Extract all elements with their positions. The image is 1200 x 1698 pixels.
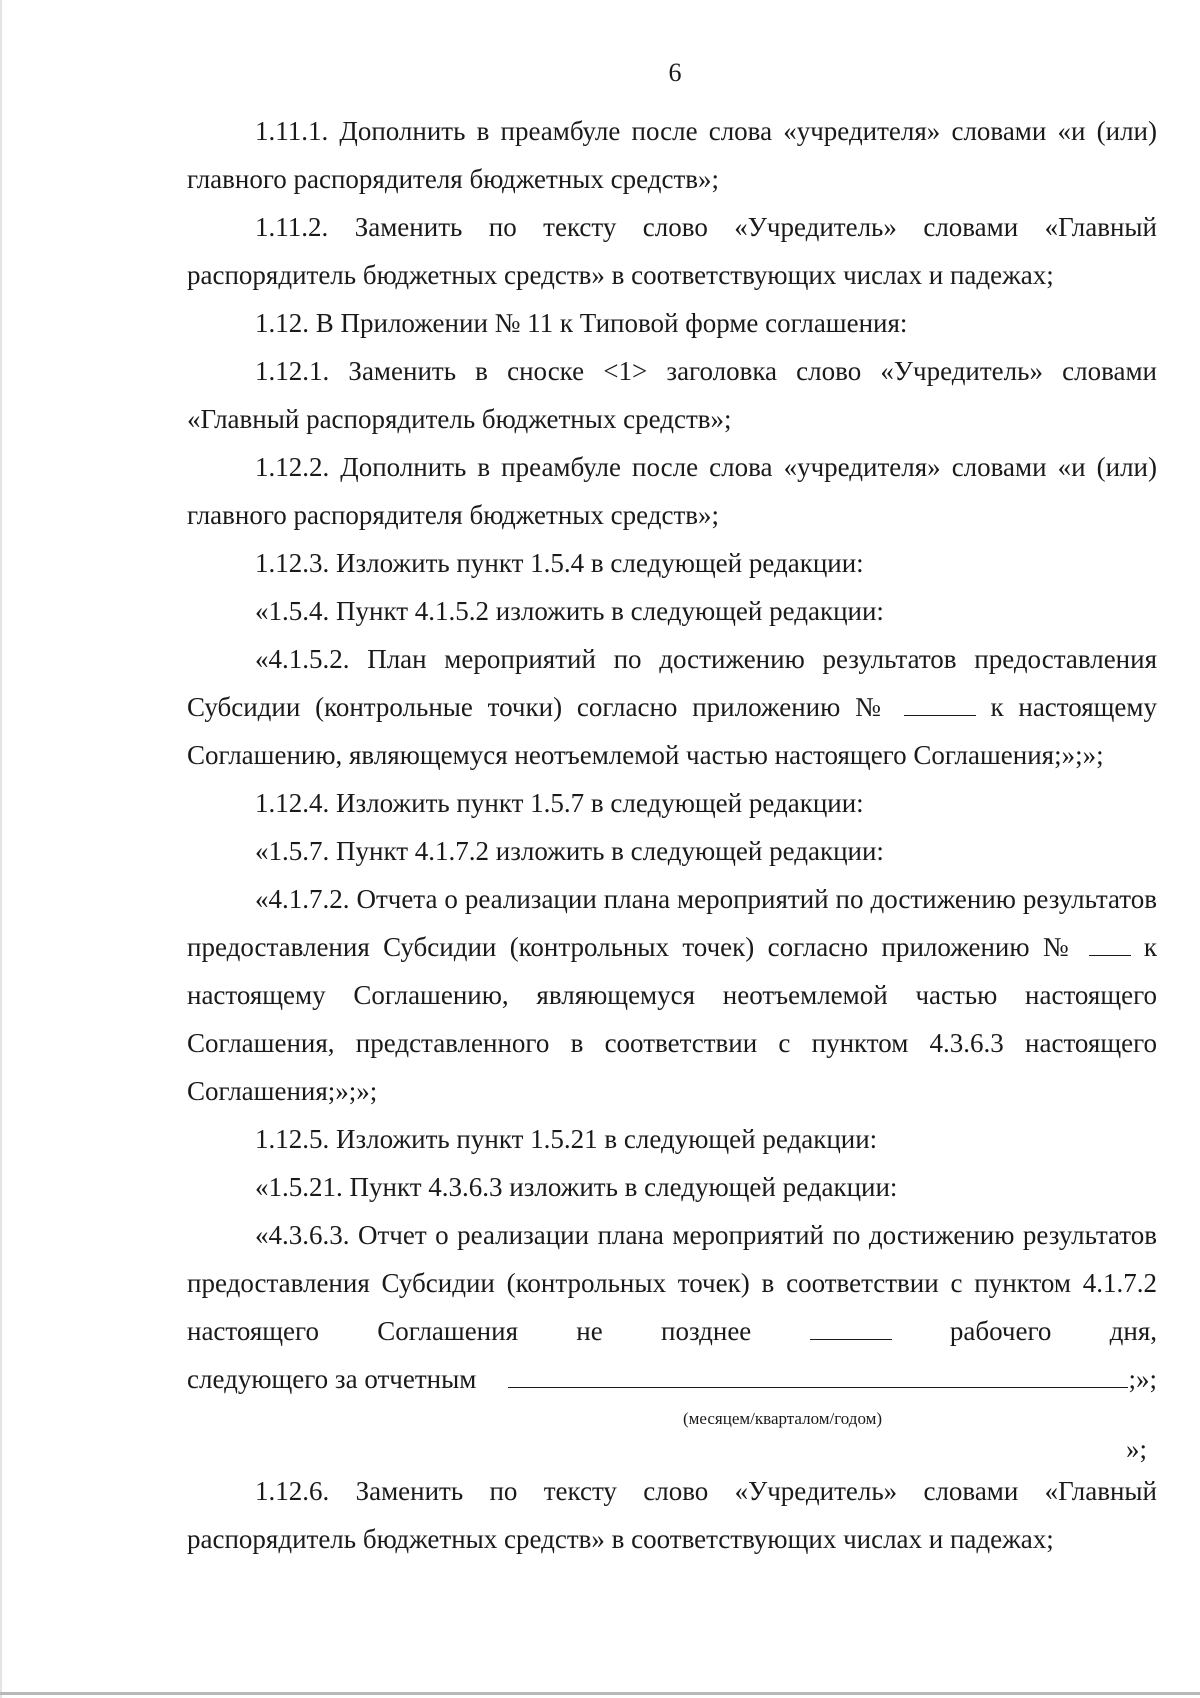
appendix-number-blank	[904, 693, 976, 716]
quote-1-5-21: «1.5.21. Пункт 4.3.6.3 изложить в следующей редакции:	[255, 1172, 898, 1202]
paragraph-1-12-3: 1.12.3. Изложить пункт 1.5.4 в следующей редакции:	[255, 548, 864, 578]
paragraph-1-12-1: 1.12.1. Заменить в сноске <1> заголовка слово «Учредитель» словами «Главный распорядитель бюджетных средств»;	[187, 356, 1157, 434]
paragraph-1-11-1: 1.11.1. Дополнить в преамбуле после слова «учредителя» словами «и (или) главного распорядителя бюджетных средств»;	[187, 116, 1157, 194]
quote-4-1-7-2-text-a: «4.1.7.2. Отчета о реализации плана мероприятий по достижению результатов предоставления Субсидии (контрольных точек) согласно приложению №	[187, 884, 1157, 962]
paragraph-1-12-6: 1.12.6. Заменить по тексту слово «Учредитель» словами «Главный распорядитель бюджетных средств» в соответствующих числах и падежах;	[187, 1476, 1157, 1554]
paragraph-1-12-2: 1.12.2. Дополнить в преамбуле после слова «учредителя» словами «и (или) главного распорядителя бюджетных средств»;	[187, 452, 1157, 530]
reporting-period-end: ;»;	[1128, 1364, 1157, 1394]
page-number: 6	[668, 58, 682, 87]
appendix-number-blank	[1089, 933, 1131, 956]
quote-4-3-6-3-text-b: рабочего дня,	[949, 1316, 1158, 1346]
paragraph-1-11-2: 1.11.2. Заменить по тексту слово «Учредитель» словами «Главный распорядитель бюджетных средств» в соответствующих числах и падежах;	[187, 212, 1157, 290]
quote-1-5-7: «1.5.7. Пункт 4.1.7.2 изложить в следующей редакции:	[255, 836, 884, 866]
quote-4-1-5-2-text-b: к настоящему Соглашению, являющемуся неотъемлемой частью настоящего Соглашения;»;»;	[187, 692, 1158, 770]
paragraph-1-12: 1.12. В Приложении № 11 к Типовой форме соглашения:	[255, 308, 908, 338]
reporting-period-label: следующего за отчетным	[187, 1364, 477, 1394]
reporting-period-caption: (месяцем/кварталом/годом)	[683, 1409, 883, 1428]
closing-quote: »;	[1125, 1434, 1147, 1464]
quote-4-3-6-3-text-a: «4.3.6.3. Отчет о реализации плана мероприятий по достижению результатов предоставления Субсидии (контрольных точек) в соответствии с пунктом 4.1.7.2 настоящего Соглашения не позднее	[187, 1220, 1157, 1346]
quote-4-3-6-3	[187, 1211, 1157, 1355]
reporting-period-line	[187, 1355, 1157, 1403]
quote-4-1-7-2-text-b: к настоящему Соглашению, являющемуся неотъемлемой частью настоящего Соглашения, представленного в соответствии с пунктом 4.3.6.3 настоящего Соглашения;»;»;	[187, 932, 1157, 1106]
scan-bottom-edge	[0, 1692, 1200, 1695]
paragraph-1-12-4: 1.12.4. Изложить пункт 1.5.7 в следующей редакции:	[255, 788, 864, 818]
quote-4-1-5-2	[187, 635, 1157, 779]
quote-4-1-7-2	[187, 875, 1157, 1115]
page-edge	[0, 0, 2, 1698]
quote-4-1-5-2-text-a: «4.1.5.2. План мероприятий по достижению результатов предоставления Субсидии (контрольные точки) согласно приложению №	[187, 644, 1157, 722]
working-day-blank	[810, 1317, 892, 1340]
reporting-period-field	[508, 1355, 1157, 1403]
document-body	[187, 107, 1157, 1563]
paragraph-1-12-5: 1.12.5. Изложить пункт 1.5.21 в следующей редакции:	[255, 1124, 878, 1154]
reporting-period-blank	[508, 1365, 1128, 1388]
quote-1-5-4: «1.5.4. Пункт 4.1.5.2 изложить в следующей редакции:	[255, 596, 884, 626]
